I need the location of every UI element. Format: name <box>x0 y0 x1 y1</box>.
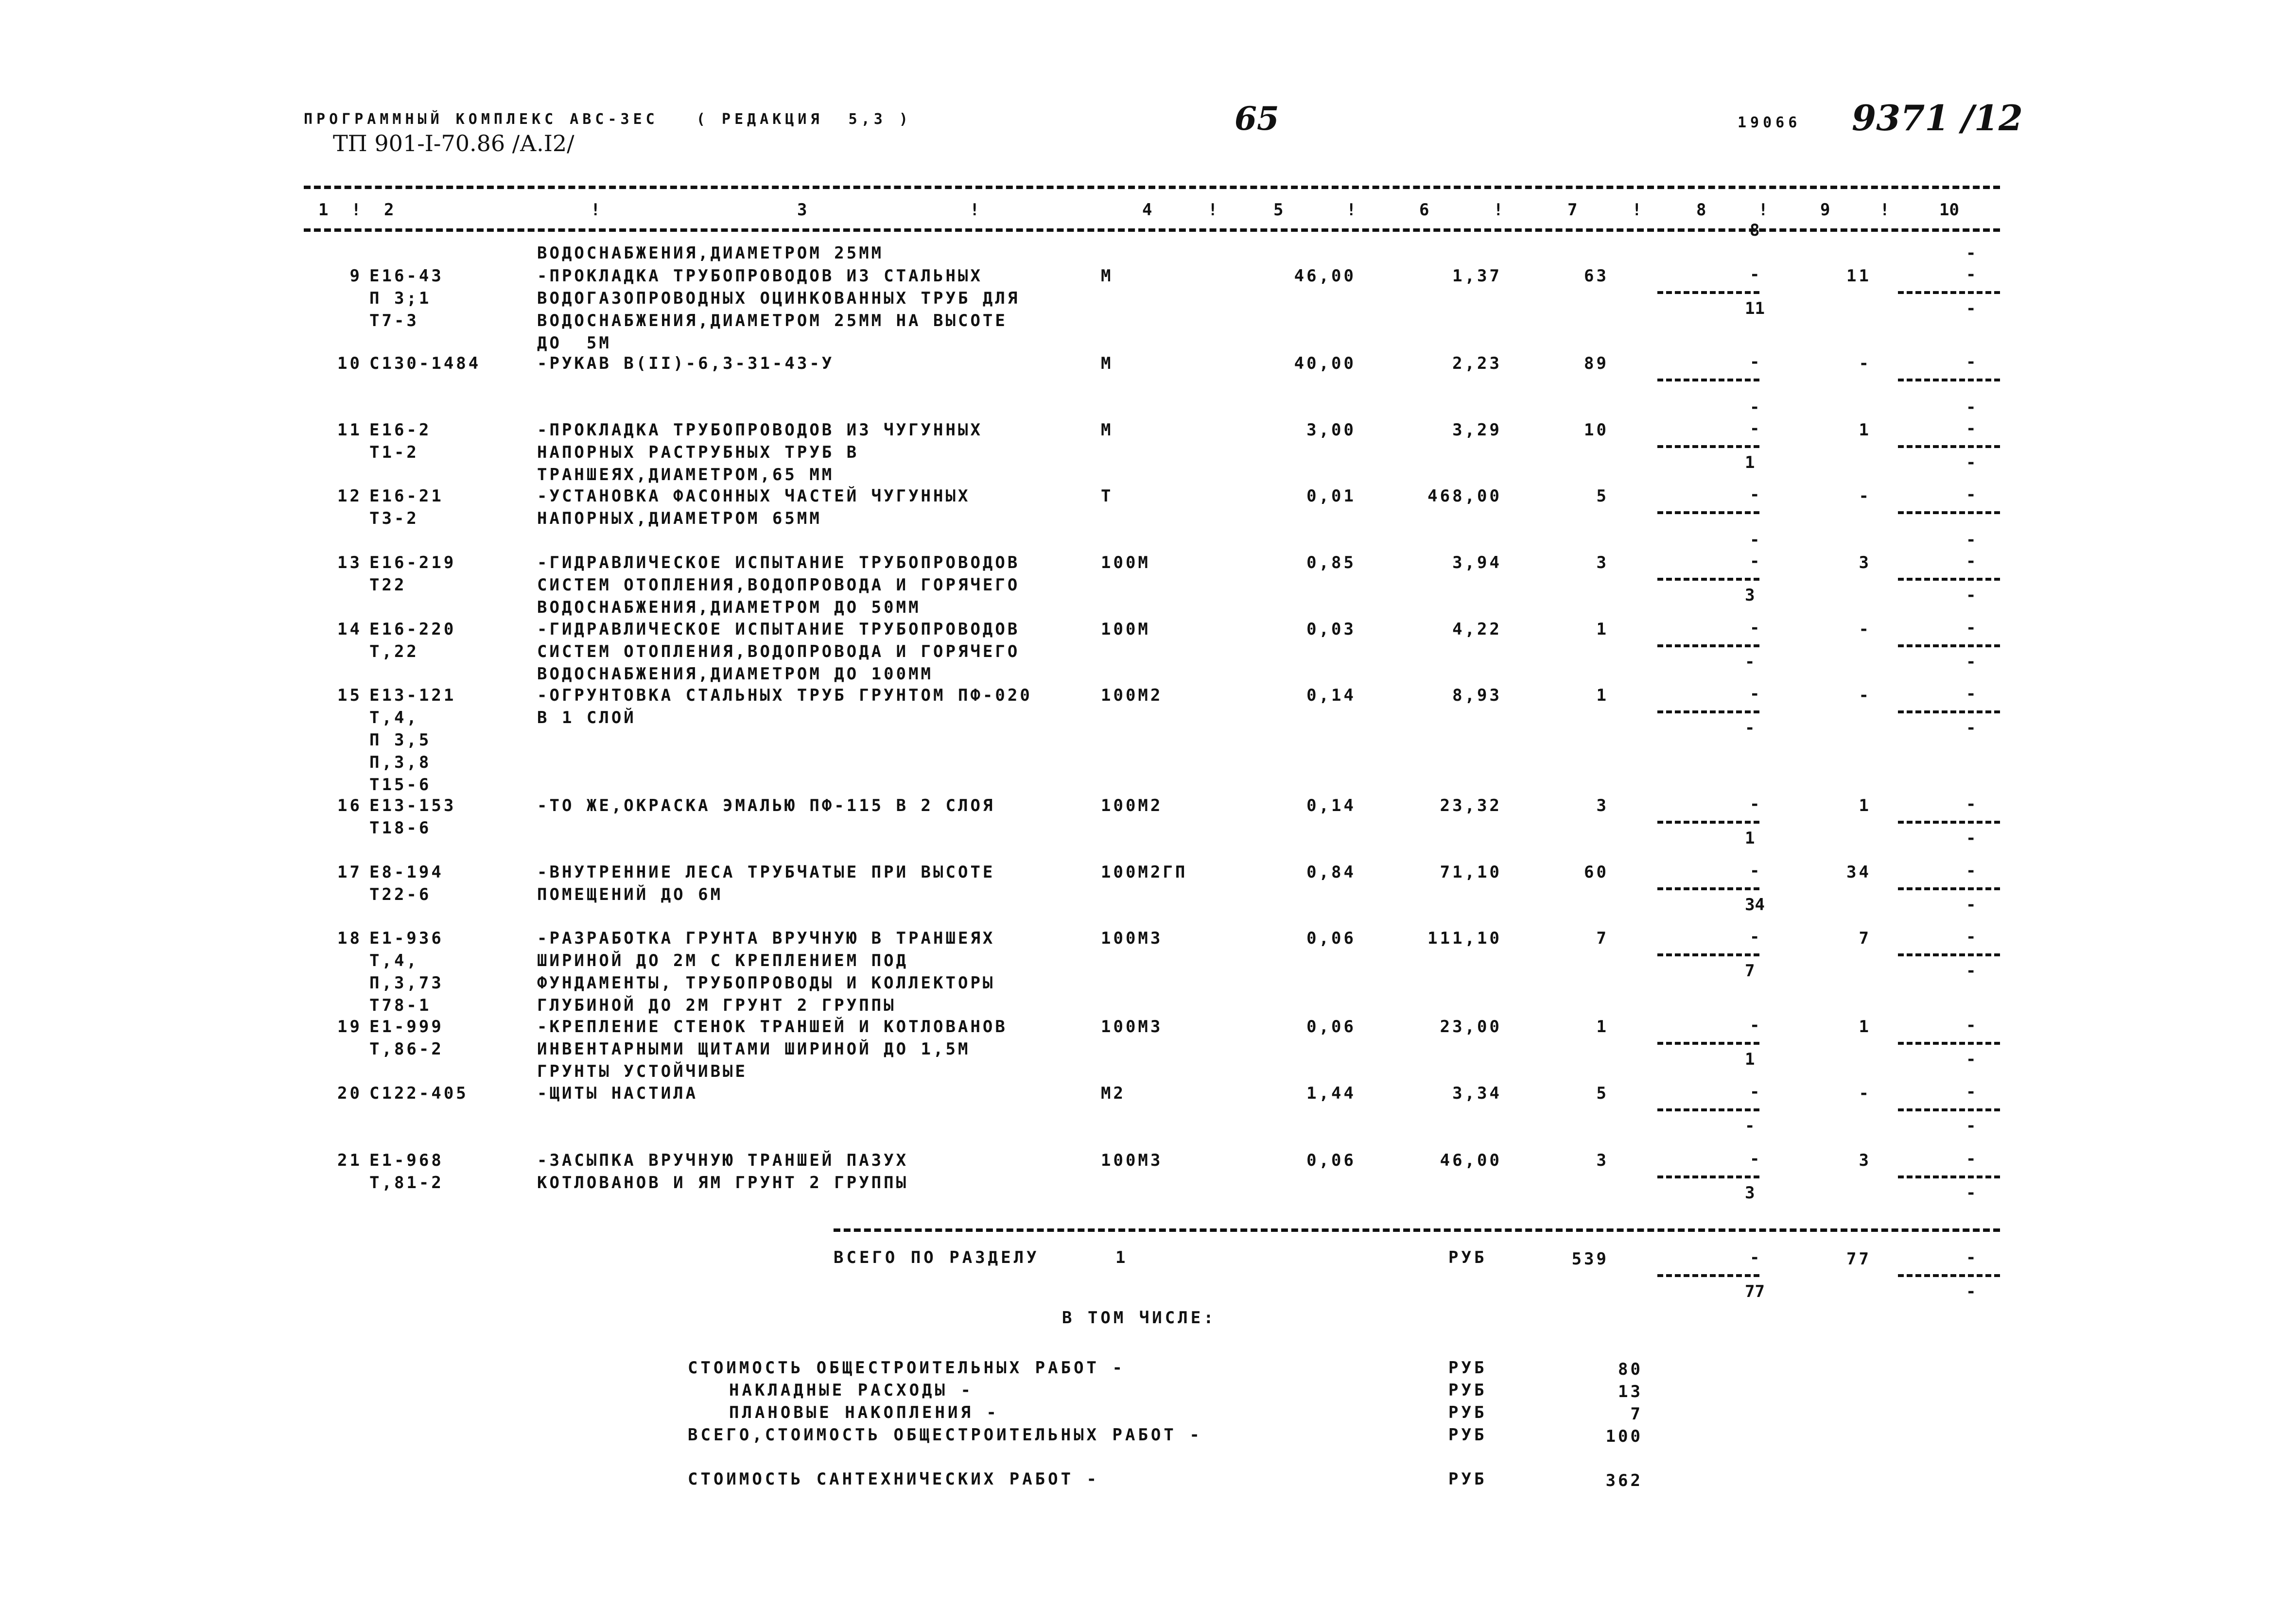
unit-price: 111,10 <box>1427 929 1502 948</box>
row-number: 13 <box>337 553 362 572</box>
col8-value: - <box>1750 1149 1760 1169</box>
column-separator: ! <box>1493 200 1503 220</box>
col10-value: - <box>1966 1149 1976 1169</box>
col8-value: - <box>1750 795 1760 814</box>
unit: 100М3 <box>1101 1151 1163 1170</box>
col8-top: 8 <box>1750 221 1760 240</box>
unit: М2 <box>1101 1084 1126 1103</box>
col8-bottom: 1 <box>1745 453 1755 472</box>
unit-price: 3,94 <box>1452 553 1502 572</box>
column-separator: ! <box>351 200 361 220</box>
total-rule <box>834 1228 2000 1232</box>
col10-bottom: - <box>1966 299 1976 318</box>
summary-value: 362 <box>1605 1471 1643 1490</box>
column-header-1: 1 <box>318 200 329 220</box>
rate-code: Е8-194 Т22-6 <box>369 863 444 904</box>
col8-value: - <box>1750 618 1760 638</box>
summary-unit: РУБ <box>1448 1403 1487 1422</box>
total-cost: 7 <box>1596 929 1609 948</box>
total-col4: 1 <box>1115 1248 1129 1267</box>
quantity: 0,06 <box>1306 929 1356 948</box>
total-cost: 1 <box>1596 1017 1609 1037</box>
col10-value: - <box>1966 485 1976 504</box>
col10-value: - <box>1966 1082 1976 1102</box>
unit: М <box>1101 266 1113 286</box>
unit: 100М3 <box>1101 929 1163 948</box>
col9-value: 7 <box>1859 929 1871 948</box>
quantity: 0,84 <box>1306 863 1356 882</box>
quantity: 0,14 <box>1306 686 1356 705</box>
col10-rule <box>1898 887 2000 890</box>
unit-price: 2,23 <box>1452 354 1502 373</box>
column-header-9: 9 <box>1820 200 1830 220</box>
summary-value: 100 <box>1605 1427 1643 1446</box>
work-description: -ВНУТРЕННИЕ ЛЕСА ТРУБЧАТЫЕ ПРИ ВЫСОТЕ ПОМЕЩЕНИЙ ДО 6М <box>537 863 995 904</box>
col8-bottom: 1 <box>1745 1050 1755 1069</box>
col10-value: - <box>1966 1016 1976 1035</box>
unit-price: 4,22 <box>1452 620 1502 639</box>
row-number: 21 <box>337 1151 362 1170</box>
col10-value: - <box>1966 861 1976 881</box>
col8-bottom: 3 <box>1745 1183 1755 1203</box>
total-cost: 5 <box>1596 486 1609 506</box>
column-header-5: 5 <box>1273 200 1284 220</box>
total-col8-value: - <box>1750 1248 1760 1267</box>
work-description: -УСТАНОВКА ФАСОННЫХ ЧАСТЕЙ ЧУГУННЫХ НАПОРНЫХ,ДИАМЕТРОМ 65ММ <box>537 486 971 528</box>
col10-value: - <box>1966 927 1976 947</box>
rate-code: Е1-936 Т,4, П,3,73 Т78-1 <box>369 929 444 1015</box>
unit: М <box>1101 420 1113 440</box>
header-rule-top <box>304 186 2000 189</box>
summary-label: ВСЕГО,СТОИМОСТЬ ОБЩЕСТРОИТЕЛЬНЫХ РАБОТ - <box>688 1425 1202 1445</box>
total-col10-bottom: - <box>1966 1282 1976 1301</box>
work-description: -ГИДРАВЛИЧЕСКОЕ ИСПЫТАНИЕ ТРУБОПРОВОДОВ СИСТЕМ ОТОПЛЕНИЯ,ВОДОПРОВОДА И ГОРЯЧЕГО ВОДОСНАБЖЕНИЯ,ДИАМЕТРОМ ДО 100ММ <box>537 620 1020 684</box>
col8-bottom: 34 <box>1745 895 1765 915</box>
quantity: 0,06 <box>1306 1017 1356 1037</box>
column-separator: ! <box>1346 200 1357 220</box>
total-col9-value: 77 <box>1846 1249 1871 1269</box>
rate-code: Е13-121 Т,4, П 3,5 П,3,8 Т15-6 <box>369 686 456 795</box>
col8-rule <box>1657 511 1759 514</box>
col10-value: - <box>1966 795 1976 814</box>
row-number: 11 <box>337 420 362 440</box>
unit: Т <box>1101 486 1113 506</box>
col8-value: - <box>1750 419 1760 438</box>
rate-code: С122-405 <box>369 1084 469 1103</box>
total-col8-rule <box>1657 1274 1759 1277</box>
quantity: 0,01 <box>1306 486 1356 506</box>
col8-top: - <box>1750 530 1760 550</box>
col8-rule <box>1657 578 1759 581</box>
column-separator: ! <box>1879 200 1890 220</box>
col9-value: 3 <box>1859 1151 1871 1170</box>
work-description: -ЩИТЫ НАСТИЛА <box>537 1084 698 1103</box>
total-col10-rule <box>1898 1274 2000 1277</box>
unit-price: 468,00 <box>1427 486 1502 506</box>
total-col10-value: - <box>1966 1248 1976 1267</box>
col8-bottom: 3 <box>1745 586 1755 605</box>
total-cost: 1 <box>1596 686 1609 705</box>
header-rule-bottom <box>304 228 2000 232</box>
col8-rule <box>1657 291 1759 294</box>
summary-label: СТОИМОСТЬ ОБЩЕСТРОИТЕЛЬНЫХ РАБОТ - <box>688 1358 1125 1378</box>
col8-bottom: - <box>1745 652 1755 672</box>
column-separator: ! <box>1632 200 1642 220</box>
column-header-7: 7 <box>1567 200 1578 220</box>
col10-value: - <box>1966 419 1976 438</box>
unit: 100М <box>1101 553 1150 572</box>
rate-code: Е16-219 Т22 <box>369 553 456 595</box>
quantity: 0,06 <box>1306 1151 1356 1170</box>
col8-rule <box>1657 953 1759 956</box>
col8-rule <box>1657 1042 1759 1045</box>
unit-price: 3,34 <box>1452 1084 1502 1103</box>
summary-unit: РУБ <box>1448 1358 1487 1378</box>
summary-unit: РУБ <box>1448 1381 1487 1400</box>
unit: 100М2 <box>1101 686 1163 705</box>
col8-rule <box>1657 445 1759 448</box>
col8-value: - <box>1750 265 1760 284</box>
work-description: -ПРОКЛАДКА ТРУБОПРОВОДОВ ИЗ ЧУГУННЫХ НАПОРНЫХ РАСТРУБНЫХ ТРУБ В ТРАНШЕЯХ,ДИАМЕТРОМ,65 ММ <box>537 420 983 484</box>
col9-value: 3 <box>1859 553 1871 572</box>
quantity: 0,14 <box>1306 796 1356 815</box>
col8-rule <box>1657 821 1759 824</box>
rate-code: Е16-2 Т1-2 <box>369 420 432 462</box>
col8-rule <box>1657 1108 1759 1111</box>
row-number: 12 <box>337 486 362 506</box>
quantity: 40,00 <box>1294 354 1356 373</box>
total-amount: 539 <box>1571 1249 1609 1269</box>
col10-rule <box>1898 578 2000 581</box>
row-number: 17 <box>337 863 362 882</box>
unit-price: 23,32 <box>1440 796 1502 815</box>
unit: 100М <box>1101 620 1150 639</box>
col10-rule <box>1898 821 2000 824</box>
including-label: В ТОМ ЧИСЛЕ: <box>1062 1308 1217 1328</box>
col10-bottom: - <box>1966 652 1976 672</box>
work-description: -КРЕПЛЕНИЕ СТЕНОК ТРАНШЕЙ И КОТЛОВАНОВ ИНВЕНТАРНЫМИ ЩИТАМИ ШИРИНОЙ ДО 1,5М ГРУНТЫ УСТОЙЧИВЫЕ <box>537 1017 1008 1081</box>
unit-price: 46,00 <box>1440 1151 1502 1170</box>
col8-bottom: 7 <box>1745 961 1755 981</box>
col8-rule <box>1657 379 1759 381</box>
col10-top: - <box>1966 243 1976 263</box>
total-cost: 63 <box>1584 266 1609 286</box>
document-code: 19066 <box>1738 114 1801 131</box>
col10-rule <box>1898 291 2000 294</box>
work-description: -ОГРУНТОВКА СТАЛЬНЫХ ТРУБ ГРУНТОМ ПФ-020 В 1 СЛОЙ <box>537 686 1032 727</box>
column-header-8: 8 <box>1696 200 1706 220</box>
total-cost: 1 <box>1596 620 1609 639</box>
total-cost: 10 <box>1584 420 1609 440</box>
unit-price: 8,93 <box>1452 686 1502 705</box>
column-separator: ! <box>1208 200 1218 220</box>
total-cost: 3 <box>1596 796 1609 815</box>
rate-code: Е16-43 П 3;1 Т7-3 <box>369 266 444 330</box>
row-number: 20 <box>337 1084 362 1103</box>
col10-value: - <box>1966 552 1976 571</box>
row-number: 15 <box>337 686 362 705</box>
unit: 100М3 <box>1101 1017 1163 1037</box>
sheet-number: 9371 /12 <box>1852 97 2023 138</box>
col10-top: - <box>1966 530 1976 550</box>
rate-code: Е1-968 Т,81-2 <box>369 1151 444 1192</box>
summary-value: 80 <box>1618 1360 1643 1379</box>
col9-value: 1 <box>1859 420 1871 440</box>
total-cost: 5 <box>1596 1084 1609 1103</box>
rate-code: С130-1484 <box>369 354 481 373</box>
col9-value: 11 <box>1846 266 1871 286</box>
col8-rule <box>1657 1175 1759 1178</box>
col10-rule <box>1898 953 2000 956</box>
unit-price: 71,10 <box>1440 863 1502 882</box>
col10-bottom: - <box>1966 1116 1976 1136</box>
col10-value: - <box>1966 352 1976 372</box>
summary-value: 13 <box>1618 1382 1643 1401</box>
col9-value: 1 <box>1859 796 1871 815</box>
col8-value: - <box>1750 552 1760 571</box>
col8-value: - <box>1750 485 1760 504</box>
work-description: ВОДОСНАБЖЕНИЯ,ДИАМЕТРОМ 25ММ <box>537 243 884 263</box>
col10-value: - <box>1966 618 1976 638</box>
col10-rule <box>1898 379 2000 381</box>
page-number: 65 <box>1235 100 1279 138</box>
unit: М <box>1101 354 1113 373</box>
total-col8-bottom: 77 <box>1745 1282 1765 1301</box>
rate-code: Е1-999 Т,86-2 <box>369 1017 444 1059</box>
col10-rule <box>1898 1175 2000 1178</box>
col8-bottom: 11 <box>1745 299 1765 318</box>
col9-value: - <box>1859 620 1871 639</box>
col9-value: - <box>1859 354 1871 373</box>
col8-value: - <box>1750 1082 1760 1102</box>
unit-price: 3,29 <box>1452 420 1502 440</box>
summary-unit: РУБ <box>1448 1425 1487 1445</box>
col10-rule <box>1898 644 2000 647</box>
col8-top: - <box>1750 397 1760 417</box>
project-code: ТП 901-I-70.86 /А.I2/ <box>333 130 574 156</box>
rate-code: Е16-21 Т3-2 <box>369 486 444 528</box>
total-unit: РУБ <box>1448 1248 1487 1267</box>
col10-bottom: - <box>1966 829 1976 848</box>
row-number: 10 <box>337 354 362 373</box>
summary-unit: РУБ <box>1448 1469 1487 1489</box>
col10-value: - <box>1966 265 1976 284</box>
total-cost: 3 <box>1596 1151 1609 1170</box>
col10-rule <box>1898 511 2000 514</box>
col8-value: - <box>1750 684 1760 704</box>
unit-price: 1,37 <box>1452 266 1502 286</box>
work-description: -РАЗРАБОТКА ГРУНТА ВРУЧНУЮ В ТРАНШЕЯХ ШИРИНОЙ ДО 2М С КРЕПЛЕНИЕМ ПОД ФУНДАМЕНТЫ, ТРУБОПРОВОДЫ И КОЛЛЕКТОРЫ ГЛУБИНОЙ ДО 2М ГРУНТ 2 ГРУППЫ <box>537 929 995 1015</box>
col10-rule <box>1898 445 2000 448</box>
total-label: ВСЕГО ПО РАЗДЕЛУ <box>834 1248 1040 1267</box>
quantity: 1,44 <box>1306 1084 1356 1103</box>
total-cost: 89 <box>1584 354 1609 373</box>
row-number: 14 <box>337 620 362 639</box>
col10-rule <box>1898 1042 2000 1045</box>
column-separator: ! <box>970 200 980 220</box>
col10-bottom: - <box>1966 453 1976 472</box>
quantity: 0,03 <box>1306 620 1356 639</box>
col10-bottom: - <box>1966 1050 1976 1069</box>
total-cost: 3 <box>1596 553 1609 572</box>
row-number: 19 <box>337 1017 362 1037</box>
col8-value: - <box>1750 1016 1760 1035</box>
col8-value: - <box>1750 861 1760 881</box>
col8-bottom: - <box>1745 1116 1755 1136</box>
col10-bottom: - <box>1966 961 1976 981</box>
col10-bottom: - <box>1966 895 1976 915</box>
row-number: 16 <box>337 796 362 815</box>
col9-value: 1 <box>1859 1017 1871 1037</box>
row-number: 18 <box>337 929 362 948</box>
summary-label: НАКЛАДНЫЕ РАСХОДЫ - <box>729 1381 974 1400</box>
program-header: ПРОГРАММНЫЙ КОМПЛЕКС АВС-3ЕС ( РЕДАКЦИЯ 5,3 ) <box>304 111 912 128</box>
col10-rule <box>1898 710 2000 713</box>
col8-rule <box>1657 644 1759 647</box>
total-cost: 60 <box>1584 863 1609 882</box>
col9-value: 34 <box>1846 863 1871 882</box>
col10-top: - <box>1966 397 1976 417</box>
col8-value: - <box>1750 352 1760 372</box>
quantity: 3,00 <box>1306 420 1356 440</box>
col10-bottom: - <box>1966 586 1976 605</box>
col8-rule <box>1657 887 1759 890</box>
col10-bottom: - <box>1966 718 1976 738</box>
unit: 100М2ГП <box>1101 863 1188 882</box>
unit: 100М2 <box>1101 796 1163 815</box>
column-header-4: 4 <box>1142 200 1152 220</box>
work-description: -РУКАВ В(II)-6,3-31-43-У <box>537 354 835 373</box>
row-number: 9 <box>349 266 362 286</box>
col8-rule <box>1657 710 1759 713</box>
col9-value: - <box>1859 1084 1871 1103</box>
column-header-2: 2 <box>384 200 394 220</box>
rate-code: Е13-153 Т18-6 <box>369 796 456 838</box>
col10-rule <box>1898 1108 2000 1111</box>
col10-bottom: - <box>1966 1183 1976 1203</box>
work-description: -ПРОКЛАДКА ТРУБОПРОВОДОВ ИЗ СТАЛЬНЫХ ВОДОГАЗОПРОВОДНЫХ ОЦИНКОВАННЫХ ТРУБ ДЛЯ ВОДОСНАБЖЕНИЯ,ДИАМЕТРОМ 25ММ НА ВЫСОТЕ ДО 5М <box>537 266 1020 353</box>
col9-value: - <box>1859 486 1871 506</box>
column-header-3: 3 <box>797 200 807 220</box>
col8-bottom: - <box>1745 718 1755 738</box>
quantity: 0,85 <box>1306 553 1356 572</box>
col9-value: - <box>1859 686 1871 705</box>
rate-code: Е16-220 Т,22 <box>369 620 456 661</box>
column-header-6: 6 <box>1419 200 1429 220</box>
summary-label: СТОИМОСТЬ САНТЕХНИЧЕСКИХ РАБОТ - <box>688 1469 1100 1489</box>
col8-bottom: 1 <box>1745 829 1755 848</box>
col10-value: - <box>1966 684 1976 704</box>
work-description: -ТО ЖЕ,ОКРАСКА ЭМАЛЬЮ ПФ-115 В 2 СЛОЯ <box>537 796 995 815</box>
column-separator: ! <box>1758 200 1768 220</box>
work-description: -ЗАСЫПКА ВРУЧНУЮ ТРАНШЕЙ ПАЗУХ КОТЛОВАНОВ И ЯМ ГРУНТ 2 ГРУППЫ <box>537 1151 909 1192</box>
summary-value: 7 <box>1630 1404 1643 1424</box>
column-header-10: 10 <box>1939 200 1959 220</box>
col8-value: - <box>1750 927 1760 947</box>
unit-price: 23,00 <box>1440 1017 1502 1037</box>
summary-label: ПЛАНОВЫЕ НАКОПЛЕНИЯ - <box>729 1403 999 1422</box>
work-description: -ГИДРАВЛИЧЕСКОЕ ИСПЫТАНИЕ ТРУБОПРОВОДОВ СИСТЕМ ОТОПЛЕНИЯ,ВОДОПРОВОДА И ГОРЯЧЕГО ВОДОСНАБЖЕНИЯ,ДИАМЕТРОМ ДО 50ММ <box>537 553 1020 617</box>
quantity: 46,00 <box>1294 266 1356 286</box>
column-separator: ! <box>591 200 601 220</box>
